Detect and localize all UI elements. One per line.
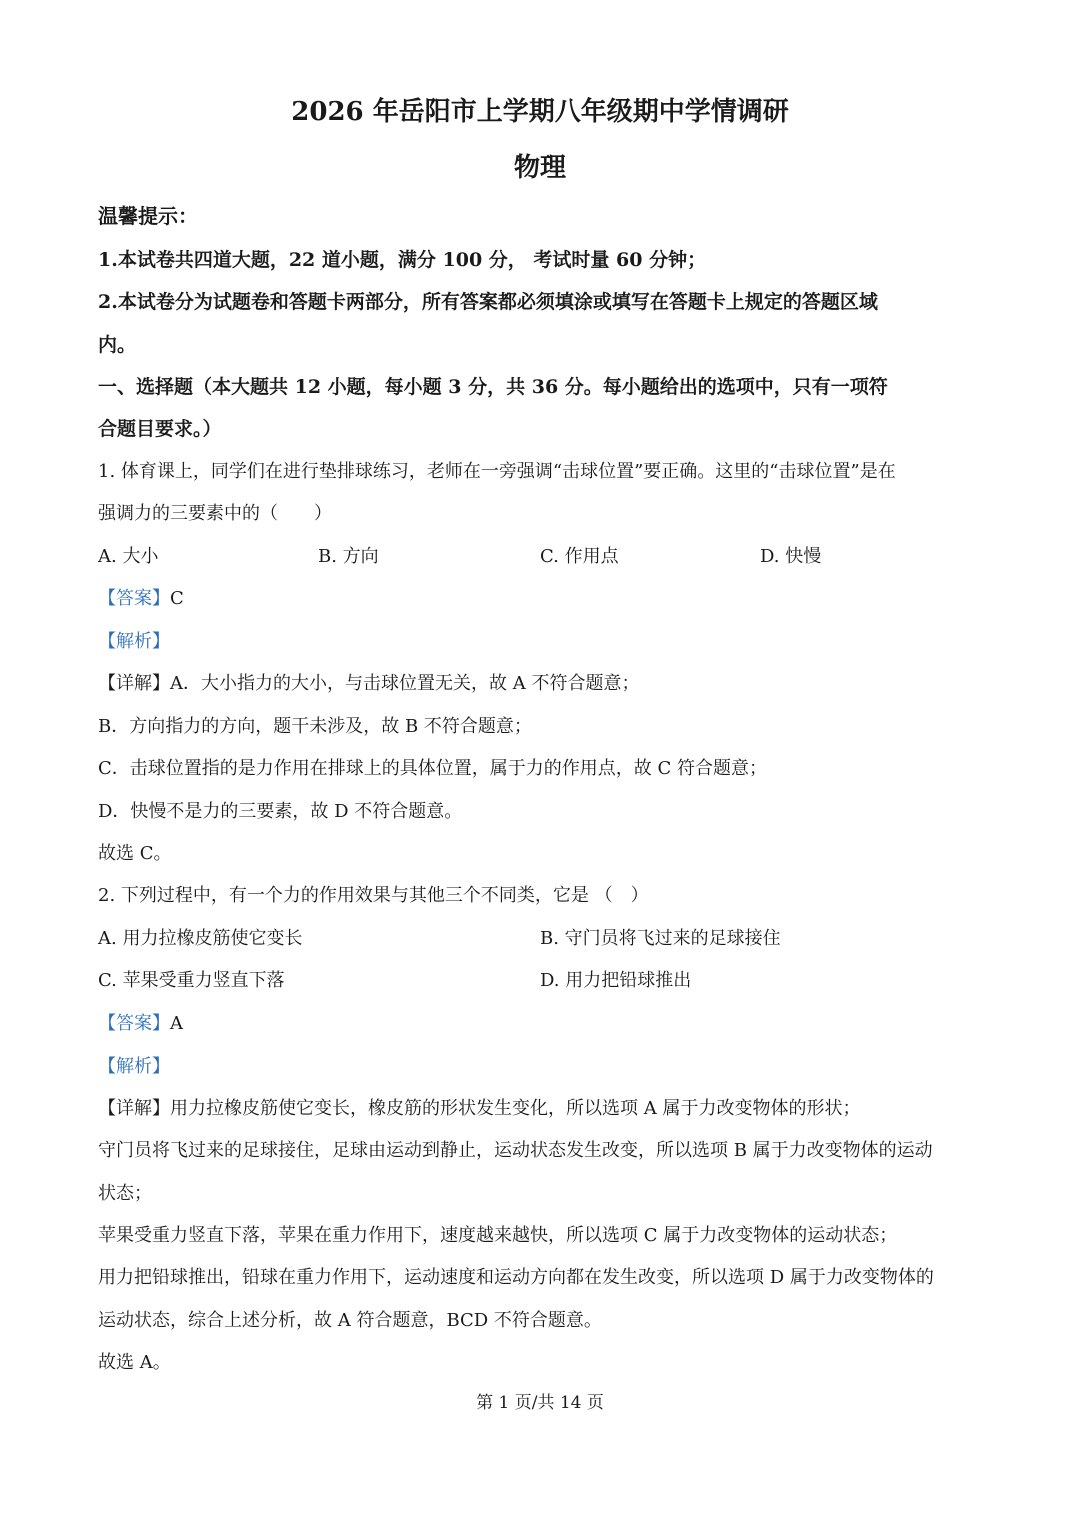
subject-title: 物理: [513, 153, 566, 183]
q2-option-b: B. 守门员将飞过来的足球接住: [540, 928, 781, 949]
q2-stem: 2. 下列过程中，有一个力的作用效果与其他三个不同类，它是 （ ）: [98, 885, 649, 906]
q2-detail-line-4: 苹果受重力竖直下落，苹果在重力作用下，速度越来越快，所以选项 C 属于力改变物体的运动状态；: [98, 1225, 898, 1246]
q1-conclusion: 故选 C。: [98, 843, 172, 864]
answer-label: 【答案】: [98, 588, 170, 609]
q2-option-d: D. 用力把铅球推出: [540, 970, 692, 991]
q1-option-d: D. 快慢: [760, 546, 822, 567]
q1-option-a: A. 大小: [98, 546, 159, 567]
q2-answer-row: [98, 1012, 988, 1036]
q1-detail-line-1: [98, 672, 988, 696]
notice-heading: 温馨提示：: [98, 204, 198, 228]
notice-item-2-line-1: 2.本试卷分为试题卷和答题卡两部分，所有答案都必须填涂或填写在答题卡上规定的答题区域: [98, 291, 878, 313]
q2-detail-line-1: [98, 1097, 988, 1121]
q2-option-c: C. 苹果受重力竖直下落: [98, 970, 285, 991]
q1-option-b: B. 方向: [318, 546, 379, 567]
q2-detail-line-5: 用力把铅球推出，铅球在重力作用下，运动速度和运动方向都在发生改变，所以选项 D 属于力改变物体的: [98, 1267, 934, 1288]
q1-stem-line-2: 强调力的三要素中的（ ）: [98, 503, 332, 524]
q2-conclusion: 故选 A。: [98, 1352, 171, 1373]
exam-title: 2026 年岳阳市上学期八年级期中学情调研: [291, 97, 789, 127]
q1-detail-line-4: D．快慢不是力的三要素，故 D 不符合题意。: [98, 801, 463, 822]
q2-detail-line-6: 运动状态，综合上述分析，故 A 符合题意，BCD 不符合题意。: [98, 1310, 602, 1331]
q1-answer-value: C: [170, 588, 184, 609]
page-number: 第 1 页/共 14 页: [476, 1393, 604, 1413]
q2-detail-text-1: 用力拉橡皮筋使它变长，橡皮筋的形状发生变化，所以选项 A 属于力改变物体的形状；: [170, 1098, 861, 1119]
q2-detail-line-3: 状态；: [98, 1183, 152, 1204]
q1-detail-line-3: C．击球位置指的是力作用在排球上的具体位置，属于力的作用点，故 C 符合题意；: [98, 758, 767, 779]
answer-label: 【答案】: [98, 1013, 170, 1034]
q1-analysis-label: 【解析】: [98, 631, 170, 652]
q2-analysis-label: 【解析】: [98, 1056, 170, 1077]
q1-detail-line-2: B．方向指力的方向，题干未涉及，故 B 不符合题意；: [98, 716, 532, 737]
q2-option-a: A. 用力拉橡皮筋使它变长: [98, 928, 303, 949]
q1-answer-row: [98, 587, 988, 611]
detail-label: 【详解】: [98, 1098, 170, 1119]
q2-answer-value: A: [170, 1013, 183, 1034]
notice-item-2-line-2: 内。: [98, 334, 137, 356]
q1-option-c: C. 作用点: [540, 546, 619, 567]
q1-detail-text-1: A．大小指力的大小，与击球位置无关，故 A 不符合题意；: [170, 673, 640, 694]
q2-detail-line-2: 守门员将飞过来的足球接住，足球由运动到静止，运动状态发生改变，所以选项 B 属于力改变物体的运动: [98, 1140, 933, 1161]
detail-label: 【详解】: [98, 673, 170, 694]
q1-stem-line-1: 1. 体育课上，同学们在进行垫排球练习，老师在一旁强调“击球位置”要正确。这里的“击球位置”是在: [98, 461, 896, 482]
notice-item-1: 1.本试卷共四道大题，22 道小题，满分 100 分， 考试时量 60 分钟；: [98, 249, 707, 271]
section-heading-line-1: 一、选择题（本大题共 12 小题，每小题 3 分，共 36 分。每小题给出的选项中，只有一项符: [98, 376, 888, 398]
section-heading-line-2: 合题目要求。）: [98, 418, 222, 440]
